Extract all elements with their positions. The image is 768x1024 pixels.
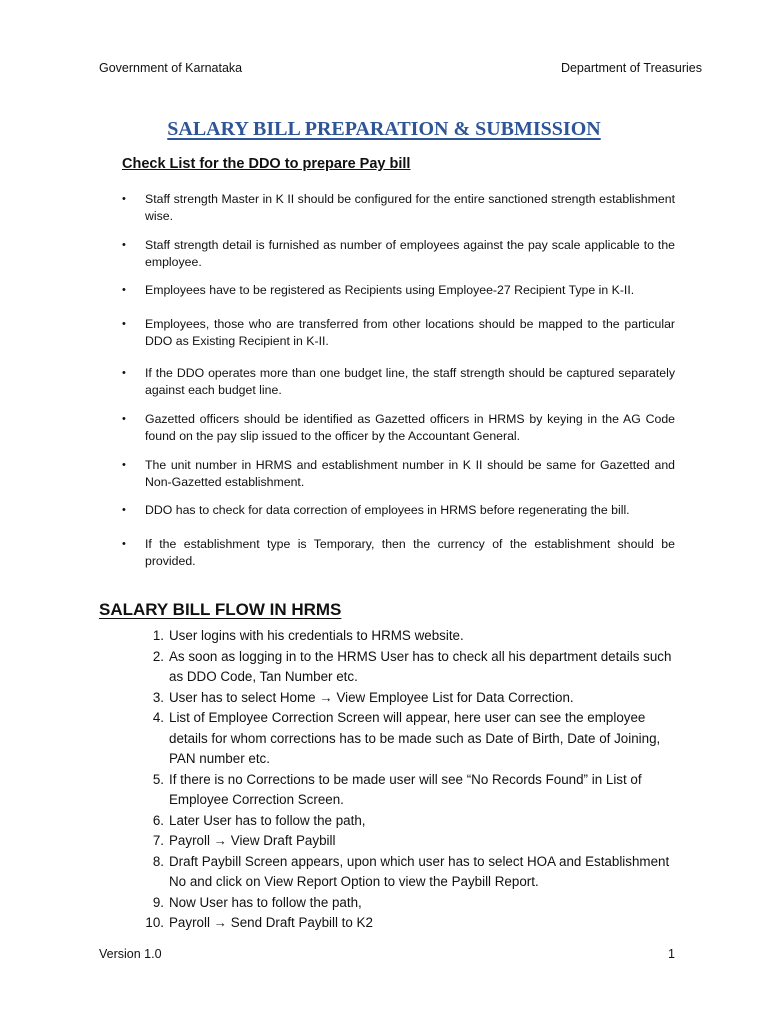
header-department: Department of Treasuries <box>560 61 702 75</box>
checklist-item-text: Staff strength Master in K II should be configured for the entire sanctioned strength establishment wise. <box>145 192 675 223</box>
checklist-item-text: Employees have to be registered as Recipients using Employee-27 Recipient Type in K-II. <box>145 283 635 297</box>
step-number: 8. <box>152 853 164 869</box>
bullet-marker: • <box>122 367 126 379</box>
bullet-marker: • <box>122 193 126 205</box>
step-text: User logins with his credentials to HRMS website. <box>169 628 464 643</box>
checklist-item-text: Employees, those who are transferred from other locations should be mapped to the particular DDO as Existing Recipient in K-II. <box>145 317 675 348</box>
step-number: 3. <box>152 689 164 705</box>
document-title: SALARY BILL PREPARATION & SUBMISSION <box>167 118 601 140</box>
bullet-marker: • <box>122 318 126 330</box>
checklist-item-text: The unit number in HRMS and establishment number in K II should be same for Gazetted and Non-Gazetted establishment. <box>145 458 675 489</box>
header-organization: Government of Karnataka <box>99 61 243 75</box>
step-number: 7. <box>152 833 164 848</box>
step-text: User has to select Home → View Employee List for Data Correction. <box>169 689 574 705</box>
step-text: As soon as logging in to the HRMS User has to check all his department details such as DDO Code, Tan Number etc. <box>169 648 672 684</box>
checklist-item-text: Gazetted officers should be identified as Gazetted officers in HRMS by keying in the AG Code found on the pay slip issued to the officer by the Accountant General. <box>145 412 675 443</box>
step-text: Later User has to follow the path, <box>169 812 366 828</box>
bullet-marker: • <box>122 504 126 516</box>
step-number: 4. <box>152 710 164 725</box>
step-number: 9. <box>152 894 164 910</box>
checklist-item-text: DDO has to check for data correction of employees in HRMS before regenerating the bill. <box>145 503 630 517</box>
flow-section-heading: SALARY BILL FLOW IN HRMS <box>99 600 342 619</box>
checklist-item-text: If the DDO operates more than one budget line, the staff strength should be captured separately against each budget line. <box>145 366 675 397</box>
step-text: Draft Paybill Screen appears, upon which user has to select HOA and Establishment No and click on View Report Option to view the Paybill Report. <box>169 853 670 889</box>
step-number: 5. <box>152 771 164 787</box>
bullet-marker: • <box>122 538 126 550</box>
step-text: List of Employee Correction Screen will appear, here user can see the employee details for whom corrections has to be made such as Date of Birth, Date of Joining, PAN number etc. <box>169 710 661 766</box>
step-number: 6. <box>152 812 164 828</box>
step-text: Payroll → Send Draft Paybill to K2 <box>169 915 373 930</box>
bullet-marker: • <box>122 413 126 425</box>
checklist-item-text: If the establishment type is Temporary, then the currency of the establishment should be provided. <box>145 537 675 568</box>
step-number: 10. <box>145 915 164 930</box>
step-text: Payroll → View Draft Paybill <box>169 833 336 848</box>
checklist-heading: Check List for the DDO to prepare Pay bill <box>122 156 411 172</box>
step-text: If there is no Corrections to be made user will see “No Records Found” in List of Employee Correction Screen. <box>169 771 642 807</box>
bullet-marker: • <box>122 284 126 296</box>
checklist-item-text: Staff strength detail is furnished as number of employees against the pay scale applicable to the employee. <box>145 238 675 269</box>
bullet-marker: • <box>122 459 126 471</box>
step-text: Now User has to follow the path, <box>169 894 362 910</box>
step-number: 1. <box>152 628 164 643</box>
footer-page-number: 1 <box>668 947 675 961</box>
bullet-marker: • <box>122 239 126 251</box>
footer-version: Version 1.0 <box>99 947 162 961</box>
step-number: 2. <box>152 648 164 664</box>
